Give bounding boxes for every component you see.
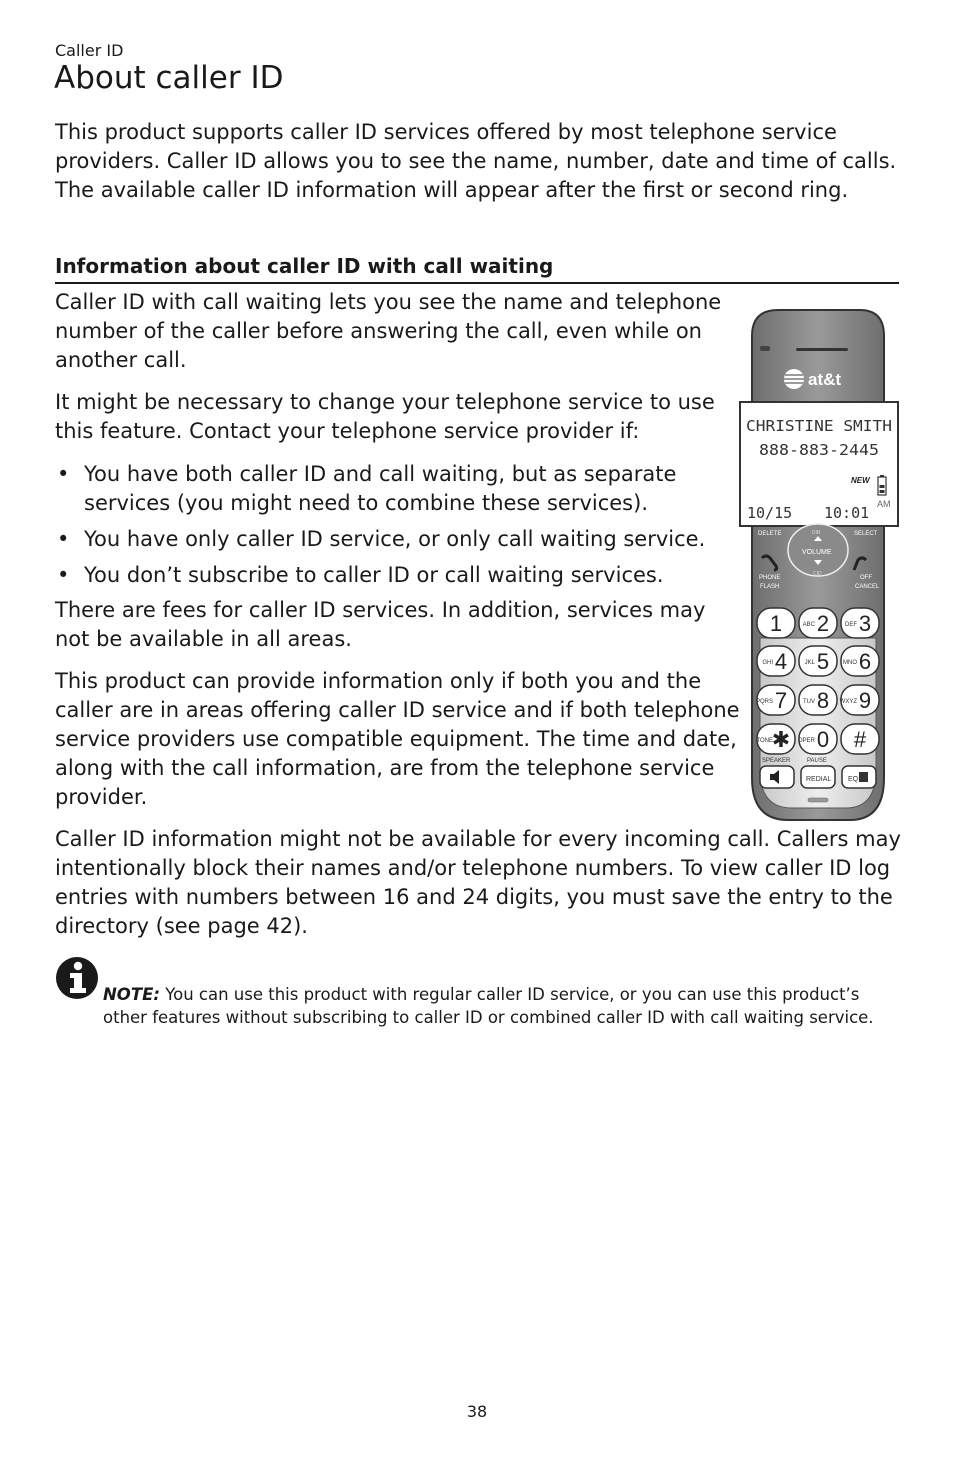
- keypad-key-3: [841, 608, 879, 638]
- paragraph-availability: Caller ID information might not be available for every incoming call. Callers may intentionally block their names and/or telephone numbers. To view caller ID log entries with numbers between 16 and 24 digits, you must save the entry to the directory (see page 42).: [55, 827, 901, 938]
- keypad-key-letters: TONE: [756, 738, 773, 744]
- keypad-key-digit: #: [853, 727, 867, 752]
- keypad-key-digit: 7: [774, 688, 788, 713]
- keypad-key-6: [841, 646, 879, 676]
- conditions-list: [55, 460, 745, 597]
- screen-date: 10/15: [747, 504, 793, 522]
- keypad-key-8: [799, 685, 837, 715]
- paragraph-fees: There are fees for caller ID services. In addition, services may not be available in all areas.: [55, 598, 706, 651]
- screen-new-indicator: NEW: [851, 476, 870, 485]
- off-button: OFF: [860, 575, 872, 581]
- earpiece: [796, 348, 848, 351]
- keypad-key-digit: 6: [858, 649, 872, 674]
- speaker-label: SPEAKER: [762, 758, 791, 764]
- keypad-key-digit: 0: [816, 727, 830, 752]
- eq-label: EQ: [848, 776, 859, 783]
- dir-label: DIR: [812, 530, 821, 536]
- list-item: • You don’t subscribe to caller ID or call waiting services.: [55, 561, 745, 590]
- keypad-key-letters: MNO: [843, 660, 857, 666]
- note-label: NOTE:: [103, 985, 160, 1004]
- keypad-key-digit: 1: [769, 611, 783, 636]
- cancel-label: CANCEL: [855, 584, 880, 590]
- info-icon: [55, 956, 99, 1000]
- handset-illustration: [738, 308, 900, 824]
- bullet-glyph: •: [57, 462, 70, 486]
- brand-label: at&t: [808, 370, 842, 389]
- bullet-glyph: •: [57, 563, 70, 587]
- keypad-key-0: [798, 724, 837, 754]
- keypad-key-letters: GHI: [762, 660, 773, 666]
- keypad-key-✱: [756, 724, 795, 754]
- paragraph-compatibility: This product can provide information only if both you and the caller are in areas offering caller ID service and if both telephone service providers use compatible equipment. The time and date, along with the call information, are from the telephone service provider.: [55, 669, 740, 809]
- cid-label: CID: [813, 571, 822, 577]
- keypad-key-5: [799, 646, 837, 676]
- keypad-key-digit: 2: [816, 611, 830, 636]
- heading-rule: [55, 282, 899, 284]
- keypad-key-7: [756, 685, 795, 715]
- screen-ampm: AM: [877, 499, 891, 509]
- page-title: About caller ID: [54, 60, 284, 96]
- delete-button: DELETE: [758, 531, 782, 537]
- paragraph-change-service: It might be necessary to change your telephone service to use this feature. Contact your telephone service provider if:: [55, 390, 715, 443]
- keypad-key-2: [799, 608, 837, 638]
- att-logo-icon: [784, 369, 804, 389]
- keypad-key-letters: OPER: [797, 738, 815, 744]
- flash-label: FLASH: [760, 584, 780, 590]
- keypad-key-letters: TUV: [803, 699, 815, 705]
- keypad-key-digit: 9: [858, 688, 872, 713]
- volume-label: VOLUME: [802, 549, 832, 556]
- keypad-key-digit: 4: [774, 649, 788, 674]
- note-text: NOTE: You can use this product with regular caller ID service, or you can use this product’s other features without subscribing to caller ID or combined caller ID with call waiting service.: [103, 985, 874, 1027]
- keypad-key-9: [840, 685, 879, 715]
- keypad-key-letters: PQRS: [755, 699, 773, 705]
- keypad-key-#: [841, 724, 879, 754]
- indicator-light: [760, 346, 770, 351]
- keypad-key-4: [757, 646, 795, 676]
- screen-caller-name: CHRISTINE SMITH: [746, 417, 892, 435]
- keypad-key-digit: ✱: [771, 727, 791, 752]
- pause-label: PAUSE: [807, 758, 827, 764]
- page-number: 38: [466, 1402, 488, 1421]
- keypad-key-1: [757, 608, 795, 638]
- screen-time: 10:01: [824, 504, 870, 522]
- intro-paragraph: This product supports caller ID services offered by most telephone service providers. Caller ID allows you to see the name, number, date and time of calls. The available caller ID information will appear after the first or second ring.: [55, 120, 897, 202]
- keypad-key-letters: ABC: [802, 622, 815, 628]
- keypad-key-letters: WXYZ: [839, 699, 857, 705]
- select-button: SELECT: [854, 531, 878, 537]
- list-item: • You have both caller ID and call waiting, but as separate services (you might need to combine these services).: [57, 462, 677, 515]
- section-heading: Information about caller ID with call waiting: [55, 254, 554, 278]
- microphone: [808, 798, 828, 802]
- paragraph-call-waiting: Caller ID with call waiting lets you see the name and telephone number of the caller before answering the call, even while on another call.: [55, 290, 722, 372]
- phone-button: PHONE: [759, 575, 781, 581]
- keypad-key-digit: 8: [816, 688, 830, 713]
- keypad-key-letters: DEF: [845, 622, 857, 628]
- screen-caller-number: 888-883-2445: [759, 441, 879, 459]
- keypad-key-digit: 3: [858, 611, 872, 636]
- bullet-glyph: •: [57, 527, 70, 551]
- section-label: Caller ID: [55, 41, 124, 60]
- eq-icon: [859, 772, 868, 782]
- list-item: • You have only caller ID service, or only call waiting service.: [55, 525, 745, 554]
- redial-label: REDIAL: [806, 776, 832, 783]
- keypad-key-digit: 5: [816, 649, 830, 674]
- keypad-key-letters: JKL: [804, 660, 815, 666]
